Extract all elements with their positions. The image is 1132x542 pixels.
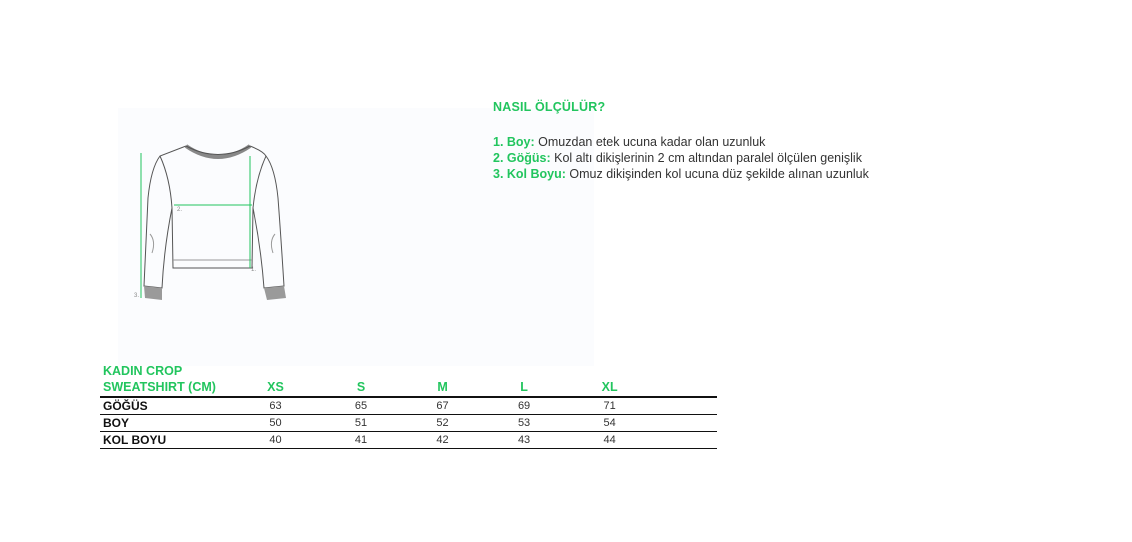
size-header-spacer [652,363,717,397]
table-cell: 42 [404,432,482,449]
measurement-guide [493,100,869,182]
left-cuff [144,286,162,300]
table-cell-spacer [652,432,717,449]
table-row [100,432,717,449]
table-cell: 51 [318,415,404,432]
table-cell: 50 [233,415,319,432]
guide-list [493,134,869,182]
table-row [100,415,717,432]
guide-item-text: Omuzdan etek ucuna kadar olan uzunluk [538,135,766,149]
guide-item-text: Kol altı dikişlerinin 2 cm altından paralel ölçülen genişlik [554,151,862,165]
size-header-m: M [404,363,482,397]
table-cell: 69 [481,397,567,415]
size-table [100,363,717,449]
guide-item-chest [493,150,869,166]
marker-1-label: 1. [251,267,257,273]
guide-item-key: 2. Göğüs: [493,151,551,165]
table-cell: 44 [567,432,653,449]
row-label-sleeve: KOL BOYU [100,432,233,449]
guide-item-key: 3. Kol Boyu: [493,167,566,181]
table-cell: 43 [481,432,567,449]
size-header-xs: XS [233,363,319,397]
table-cell: 41 [318,432,404,449]
product-name-line2: SWEATSHIRT (CM) [103,380,216,394]
sweatshirt-illustration [118,108,318,366]
table-cell: 54 [567,415,653,432]
size-header-xl: XL [567,363,653,397]
table-cell: 67 [404,397,482,415]
guide-title: NASIL ÖLÇÜLÜR? [493,100,606,114]
table-cell: 53 [481,415,567,432]
size-header-row [100,363,717,397]
guide-item-sleeve [493,166,869,182]
marker-2-label: 2. [177,207,183,213]
table-cell-spacer [652,415,717,432]
table-row [100,397,717,415]
table-cell: 63 [233,397,319,415]
table-cell-spacer [652,397,717,415]
size-header-s: S [318,363,404,397]
size-header-l: L [481,363,567,397]
table-cell: 40 [233,432,319,449]
marker-3-label: 3. [134,293,140,299]
guide-item-text: Omuz dikişinden kol ucuna düz şekilde alınan uzunluk [569,167,869,181]
guide-item-length [493,134,869,150]
table-cell: 65 [318,397,404,415]
table-cell: 52 [404,415,482,432]
table-cell: 71 [567,397,653,415]
row-label-chest: GÖĞÜS [100,397,233,415]
product-name-header [100,363,233,397]
right-cuff [264,286,286,300]
row-label-length: BOY [100,415,233,432]
product-name-line1: KADIN CROP [103,364,183,378]
guide-item-key: 1. Boy: [493,135,535,149]
